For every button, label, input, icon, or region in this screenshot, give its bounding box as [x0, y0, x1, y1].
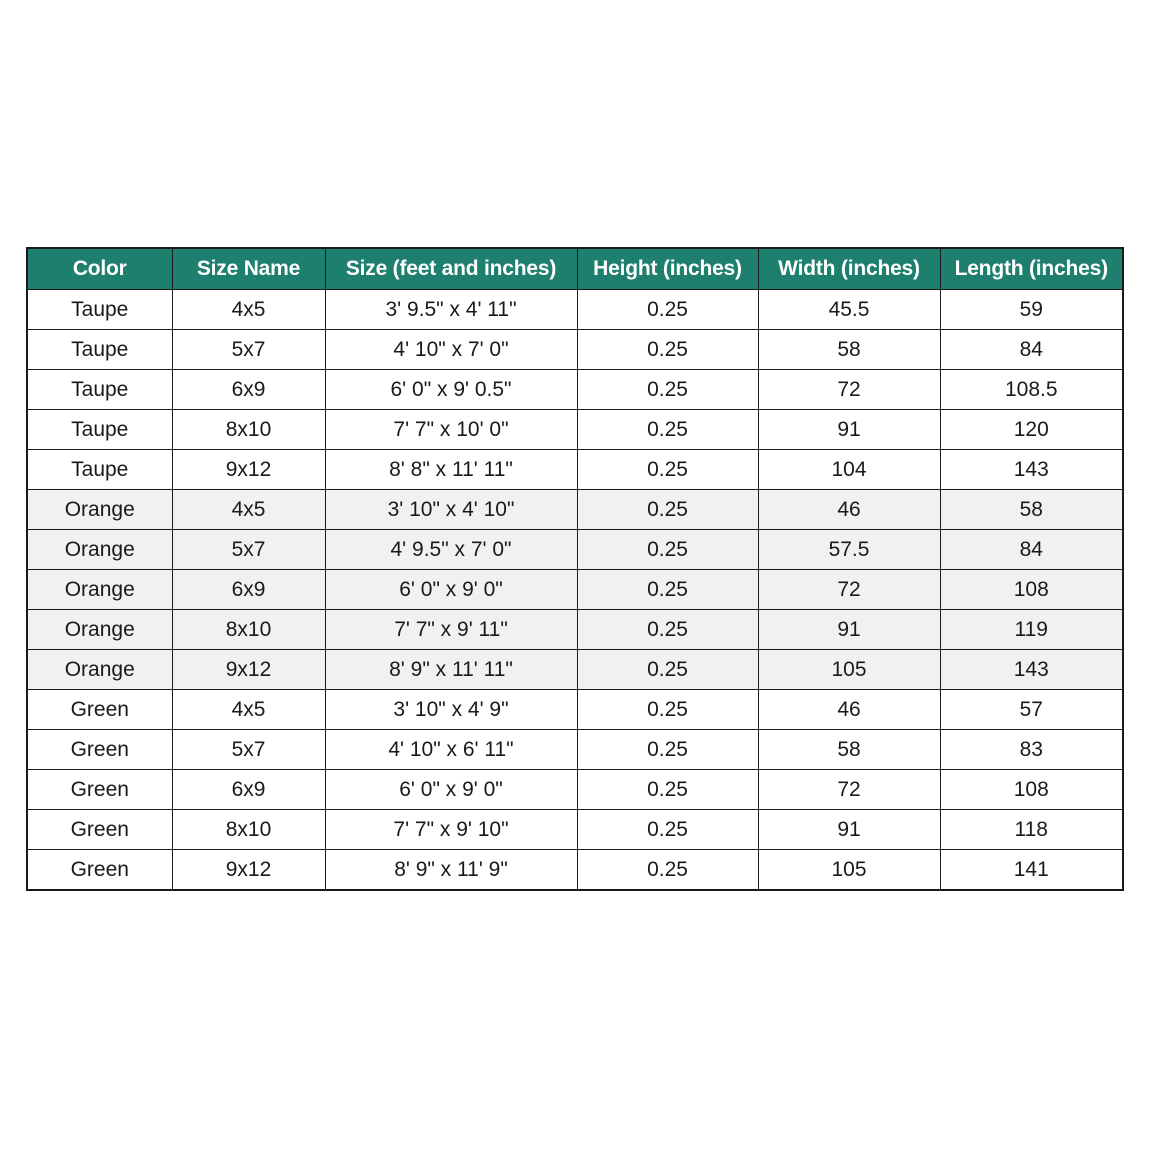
cell-size-feet-inches: 6' 0" x 9' 0.5" [325, 370, 577, 410]
cell-width: 104 [758, 450, 940, 490]
cell-width: 72 [758, 370, 940, 410]
header-height: Height (inches) [577, 248, 758, 290]
table-row [27, 850, 1123, 891]
cell-width: 105 [758, 650, 940, 690]
cell-size-feet-inches: 4' 10" x 6' 11" [325, 730, 577, 770]
cell-length: 118 [940, 810, 1123, 850]
cell-color: Taupe [27, 410, 172, 450]
cell-width: 91 [758, 810, 940, 850]
table-row [27, 290, 1123, 330]
cell-length: 141 [940, 850, 1123, 891]
cell-height: 0.25 [577, 610, 758, 650]
header-color: Color [27, 248, 172, 290]
table-row [27, 810, 1123, 850]
cell-size-name: 9x12 [172, 850, 325, 891]
cell-height: 0.25 [577, 850, 758, 891]
cell-color: Orange [27, 610, 172, 650]
cell-height: 0.25 [577, 530, 758, 570]
cell-height: 0.25 [577, 570, 758, 610]
cell-size-name: 6x9 [172, 370, 325, 410]
table-row [27, 370, 1123, 410]
cell-length: 108.5 [940, 370, 1123, 410]
cell-width: 72 [758, 570, 940, 610]
header-width: Width (inches) [758, 248, 940, 290]
cell-color: Taupe [27, 290, 172, 330]
cell-size-name: 5x7 [172, 530, 325, 570]
cell-width: 58 [758, 730, 940, 770]
cell-height: 0.25 [577, 770, 758, 810]
table-row [27, 650, 1123, 690]
cell-size-name: 8x10 [172, 810, 325, 850]
cell-width: 45.5 [758, 290, 940, 330]
cell-color: Green [27, 730, 172, 770]
cell-length: 83 [940, 730, 1123, 770]
cell-size-name: 4x5 [172, 490, 325, 530]
cell-height: 0.25 [577, 290, 758, 330]
cell-size-name: 5x7 [172, 330, 325, 370]
cell-color: Green [27, 770, 172, 810]
cell-height: 0.25 [577, 730, 758, 770]
cell-length: 143 [940, 650, 1123, 690]
size-table [26, 247, 1124, 891]
cell-size-feet-inches: 4' 9.5" x 7' 0" [325, 530, 577, 570]
cell-width: 91 [758, 610, 940, 650]
cell-width: 91 [758, 410, 940, 450]
cell-size-feet-inches: 3' 10" x 4' 10" [325, 490, 577, 530]
table-row [27, 410, 1123, 450]
cell-length: 108 [940, 570, 1123, 610]
cell-size-name: 4x5 [172, 690, 325, 730]
cell-size-name: 8x10 [172, 410, 325, 450]
cell-length: 120 [940, 410, 1123, 450]
cell-width: 58 [758, 330, 940, 370]
cell-color: Green [27, 850, 172, 891]
table-row [27, 730, 1123, 770]
cell-length: 84 [940, 530, 1123, 570]
cell-height: 0.25 [577, 690, 758, 730]
cell-color: Green [27, 690, 172, 730]
cell-size-feet-inches: 7' 7" x 9' 11" [325, 610, 577, 650]
table-row [27, 610, 1123, 650]
cell-height: 0.25 [577, 410, 758, 450]
cell-size-feet-inches: 3' 10" x 4' 9" [325, 690, 577, 730]
cell-size-name: 9x12 [172, 450, 325, 490]
cell-size-feet-inches: 7' 7" x 9' 10" [325, 810, 577, 850]
cell-color: Taupe [27, 330, 172, 370]
cell-length: 84 [940, 330, 1123, 370]
cell-length: 57 [940, 690, 1123, 730]
table-row [27, 570, 1123, 610]
header-size-feet-inches: Size (feet and inches) [325, 248, 577, 290]
cell-height: 0.25 [577, 810, 758, 850]
cell-width: 46 [758, 690, 940, 730]
cell-size-feet-inches: 8' 9" x 11' 11" [325, 650, 577, 690]
table-header-row [27, 248, 1123, 290]
table-row [27, 770, 1123, 810]
cell-length: 58 [940, 490, 1123, 530]
cell-color: Orange [27, 570, 172, 610]
cell-color: Taupe [27, 450, 172, 490]
cell-size-feet-inches: 7' 7" x 10' 0" [325, 410, 577, 450]
cell-size-name: 9x12 [172, 650, 325, 690]
cell-length: 108 [940, 770, 1123, 810]
cell-size-feet-inches: 6' 0" x 9' 0" [325, 570, 577, 610]
cell-length: 143 [940, 450, 1123, 490]
header-length: Length (inches) [940, 248, 1123, 290]
cell-height: 0.25 [577, 490, 758, 530]
cell-length: 119 [940, 610, 1123, 650]
header-size-name: Size Name [172, 248, 325, 290]
cell-width: 57.5 [758, 530, 940, 570]
cell-height: 0.25 [577, 330, 758, 370]
cell-color: Orange [27, 650, 172, 690]
cell-size-feet-inches: 8' 9" x 11' 9" [325, 850, 577, 891]
cell-width: 72 [758, 770, 940, 810]
table-row [27, 450, 1123, 490]
cell-height: 0.25 [577, 650, 758, 690]
cell-color: Orange [27, 530, 172, 570]
table-body [27, 290, 1123, 891]
cell-height: 0.25 [577, 450, 758, 490]
table-row [27, 690, 1123, 730]
cell-height: 0.25 [577, 370, 758, 410]
cell-size-feet-inches: 3' 9.5" x 4' 11" [325, 290, 577, 330]
cell-width: 105 [758, 850, 940, 891]
table-row [27, 490, 1123, 530]
table-row [27, 530, 1123, 570]
cell-size-feet-inches: 8' 8" x 11' 11" [325, 450, 577, 490]
cell-color: Taupe [27, 370, 172, 410]
table-row [27, 330, 1123, 370]
cell-size-feet-inches: 4' 10" x 7' 0" [325, 330, 577, 370]
cell-size-feet-inches: 6' 0" x 9' 0" [325, 770, 577, 810]
cell-width: 46 [758, 490, 940, 530]
cell-color: Green [27, 810, 172, 850]
cell-size-name: 6x9 [172, 570, 325, 610]
cell-length: 59 [940, 290, 1123, 330]
cell-size-name: 8x10 [172, 610, 325, 650]
cell-size-name: 6x9 [172, 770, 325, 810]
cell-color: Orange [27, 490, 172, 530]
cell-size-name: 4x5 [172, 290, 325, 330]
cell-size-name: 5x7 [172, 730, 325, 770]
